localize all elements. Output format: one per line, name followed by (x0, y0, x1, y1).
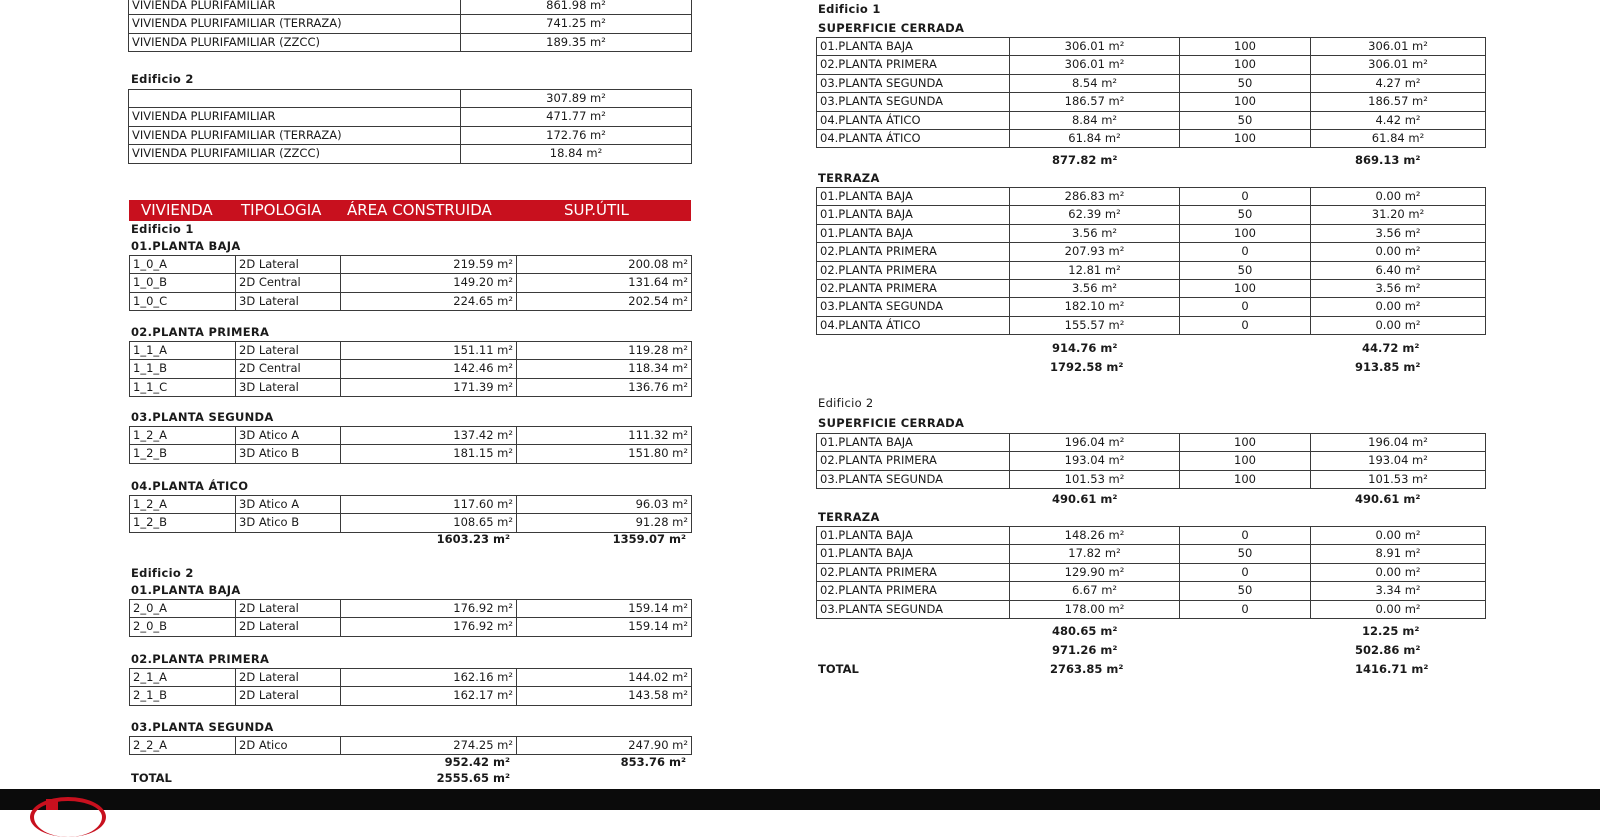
table-cell: 181.15 m² (341, 445, 517, 463)
table-row (130, 427, 692, 445)
table-cell: 01.PLANTA BAJA (817, 38, 1010, 56)
table-row (130, 496, 692, 514)
table-cell: 2_0_B (130, 618, 236, 636)
edificio-1-terraza-total-b: 44.72 m² (1362, 341, 1420, 355)
table-row (817, 545, 1486, 563)
edificio-1-sum-b: 913.85 m² (1355, 360, 1421, 374)
table-cell: 0.00 m² (1311, 563, 1486, 581)
table-cell: 03.PLANTA SEGUNDA (817, 74, 1010, 92)
table-cell: VIVIENDA PLURIFAMILIAR (TERRAZA) (129, 15, 461, 33)
edificio-2-sum-a: 971.26 m² (1052, 643, 1118, 657)
table-cell: 50 (1180, 111, 1311, 129)
table-row (817, 434, 1486, 452)
table-cell: 100 (1180, 56, 1311, 74)
summary-top-table (128, 0, 692, 52)
table-row (130, 274, 692, 292)
table-cell: 101.53 m² (1311, 470, 1486, 488)
edificio-1-terraza-table (816, 187, 1486, 335)
table-cell: 118.34 m² (517, 360, 692, 378)
table-row (817, 130, 1486, 148)
table-cell: 02.PLANTA PRIMERA (817, 280, 1010, 298)
table-cell: 108.65 m² (341, 514, 517, 532)
table-cell: 193.04 m² (1010, 452, 1180, 470)
table-cell: 3.56 m² (1311, 224, 1486, 242)
right-grand-total-b: 1416.71 m² (1355, 662, 1429, 676)
table-cell: 196.04 m² (1010, 434, 1180, 452)
table-cell: 162.16 m² (341, 669, 517, 687)
table-cell: 189.35 m² (461, 33, 692, 51)
table-cell: 1_1_A (130, 342, 236, 360)
table-cell: 200.08 m² (517, 256, 692, 274)
table-cell: 1_0_B (130, 274, 236, 292)
table-cell: 1_2_B (130, 445, 236, 463)
table-cell: 178.00 m² (1010, 600, 1180, 618)
edificio-2-cerrada-table (816, 433, 1486, 489)
table-cell: VIVIENDA PLURIFAMILIAR (TERRAZA) (129, 126, 461, 144)
table-cell: 2D Atico (236, 737, 341, 755)
table-cell: 172.76 m² (461, 126, 692, 144)
table-cell: 3D Atico B (236, 514, 341, 532)
table-row (130, 342, 692, 360)
summary-edificio-2-table (128, 89, 692, 164)
table-cell: 3D Lateral (236, 378, 341, 396)
right-edificio-2-terraza-title: TERRAZA (818, 510, 880, 524)
edificio-1-cerrada-total-a: 877.82 m² (1052, 153, 1118, 167)
edificio-2-total-area: 952.42 m² (444, 755, 510, 769)
table-row (130, 445, 692, 463)
table-cell: 12.81 m² (1010, 261, 1180, 279)
table-cell: 4.42 m² (1311, 111, 1486, 129)
edificio-1-sum-a: 1792.58 m² (1050, 360, 1124, 374)
table-cell: 96.03 m² (517, 496, 692, 514)
table-cell: 01.PLANTA BAJA (817, 206, 1010, 224)
table-cell: 159.14 m² (517, 618, 692, 636)
table-cell: 2D Lateral (236, 669, 341, 687)
table-cell: 0 (1180, 600, 1311, 618)
table-cell: 91.28 m² (517, 514, 692, 532)
right-grand-total-label: TOTAL (818, 662, 859, 676)
table-cell: 3D Atico A (236, 496, 341, 514)
table-cell: 01.PLANTA BAJA (817, 434, 1010, 452)
table-cell: 02.PLANTA PRIMERA (817, 582, 1010, 600)
edificio-2-terraza-total-b: 12.25 m² (1362, 624, 1420, 638)
table-row (817, 188, 1486, 206)
floor-title: 03.PLANTA SEGUNDA (131, 720, 274, 734)
edificio-1-total-area: 1603.23 m² (436, 532, 510, 546)
table-cell: 111.32 m² (517, 427, 692, 445)
table-row (130, 514, 692, 532)
edificio-1-cerrada-table (816, 37, 1486, 148)
table-row (130, 687, 692, 705)
floor-title: 02.PLANTA PRIMERA (131, 325, 270, 339)
table-cell: 0.00 m² (1311, 298, 1486, 316)
table-cell: 50 (1180, 582, 1311, 600)
table-cell: 274.25 m² (341, 737, 517, 755)
table-cell: 6.40 m² (1311, 261, 1486, 279)
table-cell: 224.65 m² (341, 292, 517, 310)
edificio-2-terraza-table (816, 526, 1486, 619)
table-cell: 04.PLANTA ÁTICO (817, 111, 1010, 129)
table-cell: 1_1_C (130, 378, 236, 396)
table-cell: 0.00 m² (1311, 600, 1486, 618)
table-cell: 100 (1180, 130, 1311, 148)
table-cell: 02.PLANTA PRIMERA (817, 56, 1010, 74)
table-cell: 02.PLANTA PRIMERA (817, 563, 1010, 581)
table-cell: 01.PLANTA BAJA (817, 545, 1010, 563)
edificio-1-terraza-total-a: 914.76 m² (1052, 341, 1118, 355)
table-row (817, 600, 1486, 618)
header-area-construida: ÁREA CONSTRUIDA (347, 201, 492, 219)
table-cell: 100 (1180, 224, 1311, 242)
table-cell: 148.26 m² (1010, 527, 1180, 545)
table-cell: 31.20 m² (1311, 206, 1486, 224)
table-row (817, 261, 1486, 279)
table-cell: 2D Lateral (236, 618, 341, 636)
table-row (130, 256, 692, 274)
table-row (130, 378, 692, 396)
table-cell: 2D Central (236, 360, 341, 378)
table-cell: 02.PLANTA PRIMERA (817, 261, 1010, 279)
table-cell: 03.PLANTA SEGUNDA (817, 93, 1010, 111)
table-cell: 0 (1180, 188, 1311, 206)
table-cell: 50 (1180, 261, 1311, 279)
table-cell: 3D Atico A (236, 427, 341, 445)
floor-title: 02.PLANTA PRIMERA (131, 652, 270, 666)
table-cell: 2_2_A (130, 737, 236, 755)
table-row (817, 316, 1486, 334)
edificio-2-cerrada-total-b: 490.61 m² (1355, 492, 1421, 506)
table-row (817, 38, 1486, 56)
floor-title: 03.PLANTA SEGUNDA (131, 410, 274, 424)
table-cell: 119.28 m² (517, 342, 692, 360)
table-cell: 117.60 m² (341, 496, 517, 514)
table-cell: 100 (1180, 93, 1311, 111)
table-cell: 3.56 m² (1311, 280, 1486, 298)
right-edificio-1-terraza-title: TERRAZA (818, 171, 880, 185)
table-cell: VIVIENDA PLURIFAMILIAR (ZZCC) (129, 33, 461, 51)
table-cell: 0 (1180, 563, 1311, 581)
table-cell: 2D Lateral (236, 256, 341, 274)
table-cell: 4.27 m² (1311, 74, 1486, 92)
table-cell: 171.39 m² (341, 378, 517, 396)
table-row (130, 669, 692, 687)
table-cell: 151.11 m² (341, 342, 517, 360)
floor-units-table (129, 599, 692, 637)
table-cell: 186.57 m² (1311, 93, 1486, 111)
table-cell: 01.PLANTA BAJA (817, 527, 1010, 545)
table-cell: 01.PLANTA BAJA (817, 188, 1010, 206)
table-cell: 100 (1180, 434, 1311, 452)
table-cell: 193.04 m² (1311, 452, 1486, 470)
floor-units-table (129, 736, 692, 755)
table-row (817, 470, 1486, 488)
table-cell: 144.02 m² (517, 669, 692, 687)
floor-title: 01.PLANTA BAJA (131, 239, 241, 253)
floor-units-table (129, 341, 692, 397)
table-cell: 03.PLANTA SEGUNDA (817, 600, 1010, 618)
table-row (129, 15, 692, 33)
floor-title: 01.PLANTA BAJA (131, 583, 241, 597)
table-row (817, 224, 1486, 242)
table-row (130, 360, 692, 378)
units-edificio-2-title: Edificio 2 (131, 566, 194, 580)
table-row (817, 298, 1486, 316)
table-cell (129, 90, 461, 108)
table-cell: 176.92 m² (341, 618, 517, 636)
table-cell: 0.00 m² (1311, 316, 1486, 334)
table-cell: 2D Lateral (236, 342, 341, 360)
table-cell: 100 (1180, 38, 1311, 56)
table-cell: 61.84 m² (1311, 130, 1486, 148)
table-cell: VIVIENDA PLURIFAMILIAR (129, 108, 461, 126)
table-cell: 0 (1180, 527, 1311, 545)
table-cell: 18.84 m² (461, 145, 692, 163)
table-cell: 2_0_A (130, 600, 236, 618)
header-sup-util: SUP.ÚTIL (564, 201, 629, 219)
table-cell: 3.56 m² (1010, 280, 1180, 298)
table-cell: 247.90 m² (517, 737, 692, 755)
floor-units-table (129, 495, 692, 533)
table-cell: 149.20 m² (341, 274, 517, 292)
table-cell: 307.89 m² (461, 90, 692, 108)
table-cell: 176.92 m² (341, 600, 517, 618)
table-cell: 2D Central (236, 274, 341, 292)
table-cell: 50 (1180, 74, 1311, 92)
table-row (129, 126, 692, 144)
table-cell: 100 (1180, 470, 1311, 488)
units-edificio-1-title: Edificio 1 (131, 222, 194, 236)
table-cell: 219.59 m² (341, 256, 517, 274)
table-row (817, 206, 1486, 224)
table-row (817, 56, 1486, 74)
table-cell: 0.00 m² (1311, 188, 1486, 206)
table-cell: 0.00 m² (1311, 243, 1486, 261)
table-cell: 100 (1180, 452, 1311, 470)
right-grand-total-a: 2763.85 m² (1050, 662, 1124, 676)
brand-logo-icon (30, 797, 106, 837)
table-cell: 2D Lateral (236, 600, 341, 618)
table-row (129, 145, 692, 163)
header-tipologia: TIPOLOGIA (241, 201, 322, 219)
edificio-2-sum-b: 502.86 m² (1355, 643, 1421, 657)
table-cell: 62.39 m² (1010, 206, 1180, 224)
table-cell: 3.34 m² (1311, 582, 1486, 600)
units-table-header (129, 200, 691, 221)
table-cell: 03.PLANTA SEGUNDA (817, 298, 1010, 316)
floor-title: 04.PLANTA ÁTICO (131, 479, 249, 493)
floor-units-table (129, 255, 692, 311)
table-row (817, 111, 1486, 129)
right-edificio-2-cerrada-title: SUPERFICIE CERRADA (818, 416, 965, 430)
table-cell: 741.25 m² (461, 15, 692, 33)
table-cell: 0 (1180, 298, 1311, 316)
table-cell: 61.84 m² (1010, 130, 1180, 148)
table-row (817, 563, 1486, 581)
table-cell: 186.57 m² (1010, 93, 1180, 111)
table-cell: 202.54 m² (517, 292, 692, 310)
table-cell: 50 (1180, 545, 1311, 563)
table-row (129, 90, 692, 108)
footer-bar (0, 789, 1600, 810)
table-cell: 155.57 m² (1010, 316, 1180, 334)
table-cell: 1_1_B (130, 360, 236, 378)
table-cell: 136.76 m² (517, 378, 692, 396)
table-cell: VIVIENDA PLURIFAMILIAR (ZZCC) (129, 145, 461, 163)
table-cell: 50 (1180, 206, 1311, 224)
table-cell: 137.42 m² (341, 427, 517, 445)
table-cell: 0.00 m² (1311, 527, 1486, 545)
table-cell: 8.84 m² (1010, 111, 1180, 129)
table-cell: 2_1_A (130, 669, 236, 687)
table-cell: 1_0_A (130, 256, 236, 274)
table-cell: 101.53 m² (1010, 470, 1180, 488)
floor-units-table (129, 668, 692, 706)
edificio-1-total-util: 1359.07 m² (612, 532, 686, 546)
table-cell: 143.58 m² (517, 687, 692, 705)
table-cell: 159.14 m² (517, 600, 692, 618)
table-cell: 3D Atico B (236, 445, 341, 463)
table-cell: 6.67 m² (1010, 582, 1180, 600)
table-row (130, 600, 692, 618)
table-cell: 207.93 m² (1010, 243, 1180, 261)
table-cell: 1_2_A (130, 427, 236, 445)
edificio-2-terraza-total-a: 480.65 m² (1052, 624, 1118, 638)
header-vivienda: VIVIENDA (141, 201, 213, 219)
table-row (817, 74, 1486, 92)
table-cell: 162.17 m² (341, 687, 517, 705)
table-cell: 2_1_B (130, 687, 236, 705)
table-cell: 306.01 m² (1311, 38, 1486, 56)
table-cell: VIVIENDA PLURIFAMILIAR (129, 0, 461, 15)
table-cell: 0 (1180, 316, 1311, 334)
table-cell: 129.90 m² (1010, 563, 1180, 581)
table-row (817, 243, 1486, 261)
edificio-2-total-util: 853.76 m² (620, 755, 686, 769)
table-cell: 142.46 m² (341, 360, 517, 378)
table-cell: 02.PLANTA PRIMERA (817, 243, 1010, 261)
table-cell: 03.PLANTA SEGUNDA (817, 470, 1010, 488)
table-cell: 2D Lateral (236, 687, 341, 705)
units-grand-total-area: 2555.65 m² (436, 771, 510, 785)
table-cell: 306.01 m² (1311, 56, 1486, 74)
units-grand-total-label: TOTAL (131, 771, 172, 785)
table-cell: 04.PLANTA ÁTICO (817, 130, 1010, 148)
table-cell: 8.91 m² (1311, 545, 1486, 563)
table-row (817, 93, 1486, 111)
right-edificio-1-title: Edificio 1 (818, 2, 881, 16)
table-cell: 0 (1180, 243, 1311, 261)
table-cell: 151.80 m² (517, 445, 692, 463)
table-cell: 861.98 m² (461, 0, 692, 15)
edificio-2-cerrada-total-a: 490.61 m² (1052, 492, 1118, 506)
table-row (129, 0, 692, 15)
table-cell: 02.PLANTA PRIMERA (817, 452, 1010, 470)
table-cell: 1_2_B (130, 514, 236, 532)
table-cell: 100 (1180, 280, 1311, 298)
right-edificio-2-title: Edificio 2 (818, 396, 874, 410)
table-cell: 1_0_C (130, 292, 236, 310)
table-cell: 04.PLANTA ÁTICO (817, 316, 1010, 334)
table-row (129, 33, 692, 51)
table-row (817, 280, 1486, 298)
right-edificio-1-cerrada-title: SUPERFICIE CERRADA (818, 21, 965, 35)
table-row (130, 292, 692, 310)
table-row (817, 582, 1486, 600)
table-cell: 196.04 m² (1311, 434, 1486, 452)
table-cell: 306.01 m² (1010, 56, 1180, 74)
table-cell: 17.82 m² (1010, 545, 1180, 563)
table-row (130, 618, 692, 636)
table-row (817, 527, 1486, 545)
table-cell: 471.77 m² (461, 108, 692, 126)
table-cell: 01.PLANTA BAJA (817, 224, 1010, 242)
table-cell: 3D Lateral (236, 292, 341, 310)
table-cell: 131.64 m² (517, 274, 692, 292)
table-cell: 3.56 m² (1010, 224, 1180, 242)
table-cell: 8.54 m² (1010, 74, 1180, 92)
summary-edificio-2-title: Edificio 2 (131, 72, 194, 86)
table-cell: 286.83 m² (1010, 188, 1180, 206)
table-row (129, 108, 692, 126)
table-row (817, 452, 1486, 470)
floor-units-table (129, 426, 692, 464)
edificio-1-cerrada-total-b: 869.13 m² (1355, 153, 1421, 167)
table-cell: 306.01 m² (1010, 38, 1180, 56)
table-cell: 1_2_A (130, 496, 236, 514)
brand-logo-mark-icon (46, 799, 58, 810)
table-cell: 182.10 m² (1010, 298, 1180, 316)
table-row (130, 737, 692, 755)
